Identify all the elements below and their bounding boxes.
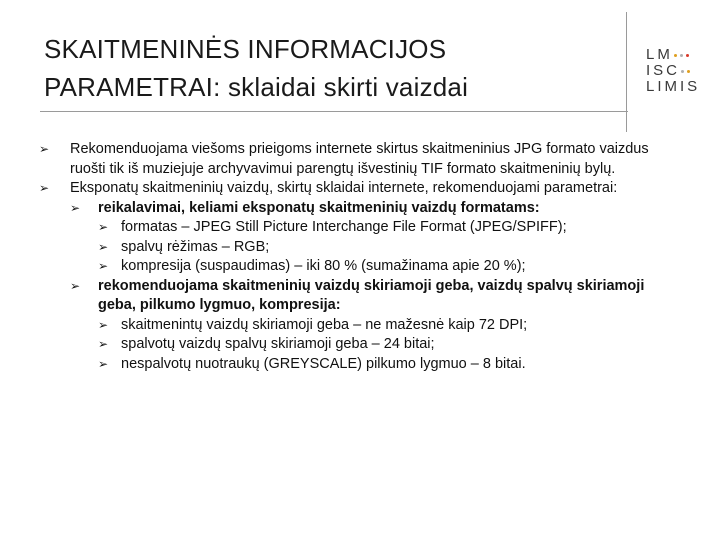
list-item <box>0 277 678 316</box>
bullet-arrow-icon: ➢ <box>98 356 109 371</box>
list-item <box>0 218 678 238</box>
bullet-text: reikalavimai, keliami eksponatų skaitmeninių vaizdų formatams: <box>98 199 540 216</box>
list-item <box>0 355 678 375</box>
list-item <box>0 335 678 355</box>
limis-logo <box>646 47 714 95</box>
list-item <box>0 199 678 219</box>
bullet-text: formatas – JPEG Still Picture Interchange File Format (JPEG/SPIFF); <box>121 219 567 235</box>
list-item <box>0 179 678 199</box>
bullet-arrow-icon: ➢ <box>98 337 109 351</box>
bullet-text: spalvotų vaizdų spalvų skiriamoji geba – 24 bitai; <box>121 336 435 352</box>
bullet-arrow-icon: ➢ <box>98 259 109 273</box>
bullet-text: spalvų rėžimas – RGB; <box>121 238 270 255</box>
bullet-arrow-icon: ➢ <box>39 142 50 156</box>
logo-dot <box>681 70 684 73</box>
bullet-text: nespalvotų nuotraukų (GREYSCALE) pilkumo lygmuo – 8 bitai. <box>121 355 526 372</box>
logo-text-row3: LIMIS <box>646 78 701 95</box>
logo-dot <box>674 54 677 57</box>
bullet-text: Eksponatų skaitmeninių vaizdų, skirtų sklaidai internete, rekomenduojami parametrai: <box>70 180 618 196</box>
bullet-text: Rekomenduojama viešoms prieigoms internete skirtus skaitmeninius JPG formato vaizdus ruošti tik iš muziejuje archyvavimui parengtų išvestinių TIF formato skaitmeninių bylų. <box>70 141 649 177</box>
logo-dot <box>687 70 690 73</box>
bullet-arrow-icon: ➢ <box>39 181 50 195</box>
list-item <box>0 140 678 179</box>
logo-dot <box>686 54 689 57</box>
logo-divider <box>626 12 627 132</box>
title-line-2: PARAMETRAI: sklaidai skirti vaizdai <box>44 72 469 102</box>
bullet-list <box>0 140 720 374</box>
bullet-text: kompresija (suspaudimas) – iki 80 % (sumažinama apie 20 %); <box>121 258 526 274</box>
bullet-arrow-icon: ➢ <box>70 200 81 215</box>
title-line-1: SKAITMENINĖS INFORMACIJOS <box>44 34 447 64</box>
bullet-arrow-icon: ➢ <box>98 220 109 234</box>
list-item <box>0 238 678 258</box>
bullet-arrow-icon: ➢ <box>98 317 109 332</box>
bullet-text: skaitmenintų vaizdų skiriamoji geba – ne mažesnė kaip 72 DPI; <box>121 316 528 333</box>
page-title <box>44 30 614 106</box>
list-item <box>0 257 678 277</box>
logo-dot <box>680 54 683 57</box>
bullet-text: rekomenduojama skaitmeninių vaizdų skiriamoji geba, vaizdų spalvų skiriamoji geba, pilkumo lygmuo, kompresija: <box>98 277 645 313</box>
logo-text-row1: LM <box>646 46 673 63</box>
list-item <box>0 316 678 336</box>
title-divider <box>40 111 628 112</box>
bullet-arrow-icon: ➢ <box>98 239 109 254</box>
bullet-arrow-icon: ➢ <box>70 278 81 293</box>
logo-text-row2: ISC <box>646 62 681 79</box>
